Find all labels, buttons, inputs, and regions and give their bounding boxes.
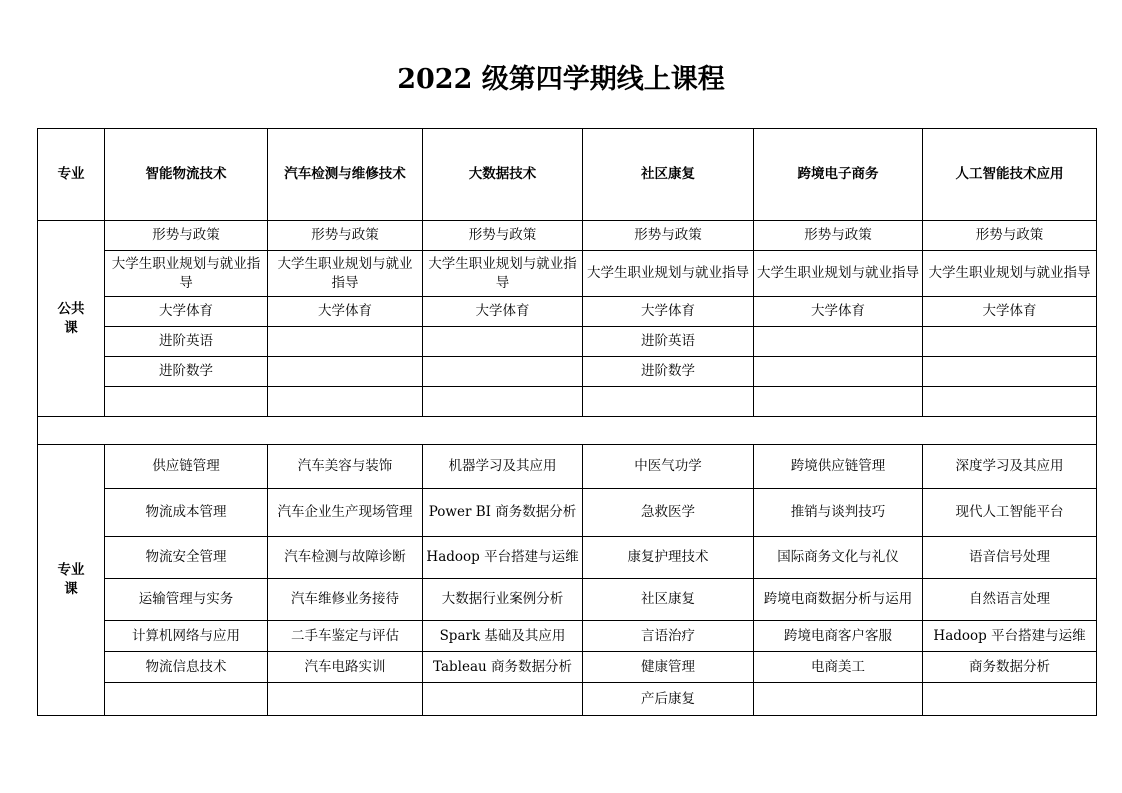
major-column-header: 人工智能技术应用: [923, 129, 1097, 221]
course-cell: Power BI 商务数据分析: [423, 489, 583, 537]
course-cell: 大学体育: [105, 297, 268, 327]
course-cell: 大学体育: [423, 297, 583, 327]
professional-courses-group: [38, 445, 105, 716]
course-cell: 供应链管理: [105, 445, 268, 489]
public-course-row: [38, 251, 1097, 297]
course-cell: [268, 327, 423, 357]
course-cell: 现代人工智能平台: [923, 489, 1097, 537]
course-cell: 计算机网络与应用: [105, 621, 268, 652]
course-cell: Hadoop 平台搭建与运维: [423, 537, 583, 579]
course-cell: [423, 683, 583, 716]
professional-course-row: [38, 537, 1097, 579]
course-cell: 跨境供应链管理: [754, 445, 923, 489]
course-cell: 自然语言处理: [923, 579, 1097, 621]
course-cell: 大学生职业规划与就业指导: [923, 251, 1097, 297]
course-cell: 形势与政策: [923, 221, 1097, 251]
course-cell: [105, 683, 268, 716]
course-cell: 健康管理: [583, 652, 754, 683]
professional-courses-label: 专业课: [57, 562, 85, 597]
course-cell: [105, 387, 268, 417]
course-cell: 汽车企业生产现场管理: [268, 489, 423, 537]
public-courses-group: [38, 221, 105, 417]
public-course-row: [38, 221, 1097, 251]
course-cell: 汽车检测与故障诊断: [268, 537, 423, 579]
course-cell: [754, 387, 923, 417]
section-divider: [38, 417, 1097, 445]
course-cell: 汽车维修业务接待: [268, 579, 423, 621]
course-table-body: [38, 129, 1097, 716]
course-cell: 运输管理与实务: [105, 579, 268, 621]
course-cell: 机器学习及其应用: [423, 445, 583, 489]
course-cell: 大学体育: [268, 297, 423, 327]
public-course-row: [38, 297, 1097, 327]
course-cell: [754, 327, 923, 357]
course-cell: 形势与政策: [583, 221, 754, 251]
course-cell: 大学体育: [583, 297, 754, 327]
course-cell: 进阶英语: [583, 327, 754, 357]
course-cell: 形势与政策: [423, 221, 583, 251]
course-cell: [923, 387, 1097, 417]
professional-course-row: [38, 683, 1097, 716]
course-cell: 形势与政策: [754, 221, 923, 251]
course-cell: 商务数据分析: [923, 652, 1097, 683]
major-column-header: 跨境电子商务: [754, 129, 923, 221]
course-cell: 产后康复: [583, 683, 754, 716]
course-cell: [268, 387, 423, 417]
course-cell: [923, 357, 1097, 387]
course-cell: [268, 683, 423, 716]
course-cell: 电商美工: [754, 652, 923, 683]
course-cell: 大学生职业规划与就业指导: [583, 251, 754, 297]
course-cell: 言语治疗: [583, 621, 754, 652]
course-cell: 语音信号处理: [923, 537, 1097, 579]
major-header: 专业: [38, 129, 105, 221]
course-cell: 大学生职业规划与就业指导: [105, 251, 268, 297]
course-cell: 国际商务文化与礼仪: [754, 537, 923, 579]
course-cell: 物流信息技术: [105, 652, 268, 683]
public-course-row: [38, 357, 1097, 387]
course-cell: Spark 基础及其应用: [423, 621, 583, 652]
course-cell: 物流成本管理: [105, 489, 268, 537]
course-cell: [423, 387, 583, 417]
course-cell: 大数据行业案例分析: [423, 579, 583, 621]
course-cell: 进阶数学: [105, 357, 268, 387]
public-course-row: [38, 387, 1097, 417]
course-cell: 进阶英语: [105, 327, 268, 357]
course-cell: [754, 683, 923, 716]
course-cell: 二手车鉴定与评估: [268, 621, 423, 652]
major-column-header: 大数据技术: [423, 129, 583, 221]
course-cell: [923, 683, 1097, 716]
course-cell: 形势与政策: [268, 221, 423, 251]
course-cell: 社区康复: [583, 579, 754, 621]
course-cell: [923, 327, 1097, 357]
major-column-header: 智能物流技术: [105, 129, 268, 221]
course-cell: 康复护理技术: [583, 537, 754, 579]
course-cell: 物流安全管理: [105, 537, 268, 579]
professional-course-row: [38, 652, 1097, 683]
public-courses-label: 公共课: [57, 300, 85, 336]
course-cell: [423, 327, 583, 357]
course-cell: 大学体育: [923, 297, 1097, 327]
course-cell: 推销与谈判技巧: [754, 489, 923, 537]
course-cell: 汽车电路实训: [268, 652, 423, 683]
course-cell: 大学生职业规划与就业指导: [268, 251, 423, 297]
course-cell: Hadoop 平台搭建与运维: [923, 621, 1097, 652]
course-cell: [268, 357, 423, 387]
professional-course-row: [38, 445, 1097, 489]
course-cell: 急救医学: [583, 489, 754, 537]
professional-course-row: [38, 579, 1097, 621]
course-cell: 汽车美容与装饰: [268, 445, 423, 489]
course-cell: 跨境电商数据分析与运用: [754, 579, 923, 621]
course-cell: 中医气功学: [583, 445, 754, 489]
course-cell: 进阶数学: [583, 357, 754, 387]
header-row: [38, 129, 1097, 221]
course-cell: 深度学习及其应用: [923, 445, 1097, 489]
course-cell: 形势与政策: [105, 221, 268, 251]
course-cell: [583, 387, 754, 417]
section-divider-row: [38, 417, 1097, 445]
course-cell: Tableau 商务数据分析: [423, 652, 583, 683]
course-cell: [754, 357, 923, 387]
course-cell: [423, 357, 583, 387]
professional-course-row: [38, 621, 1097, 652]
course-cell: 大学生职业规划与就业指导: [423, 251, 583, 297]
course-cell: 跨境电商客户客服: [754, 621, 923, 652]
major-column-header: 汽车检测与维修技术: [268, 129, 423, 221]
public-course-row: [38, 327, 1097, 357]
course-table: [37, 128, 1097, 716]
page-title: 2022 级第四学期线上课程: [397, 64, 725, 95]
professional-course-row: [38, 489, 1097, 537]
major-column-header: 社区康复: [583, 129, 754, 221]
course-cell: 大学体育: [754, 297, 923, 327]
course-cell: 大学生职业规划与就业指导: [754, 251, 923, 297]
